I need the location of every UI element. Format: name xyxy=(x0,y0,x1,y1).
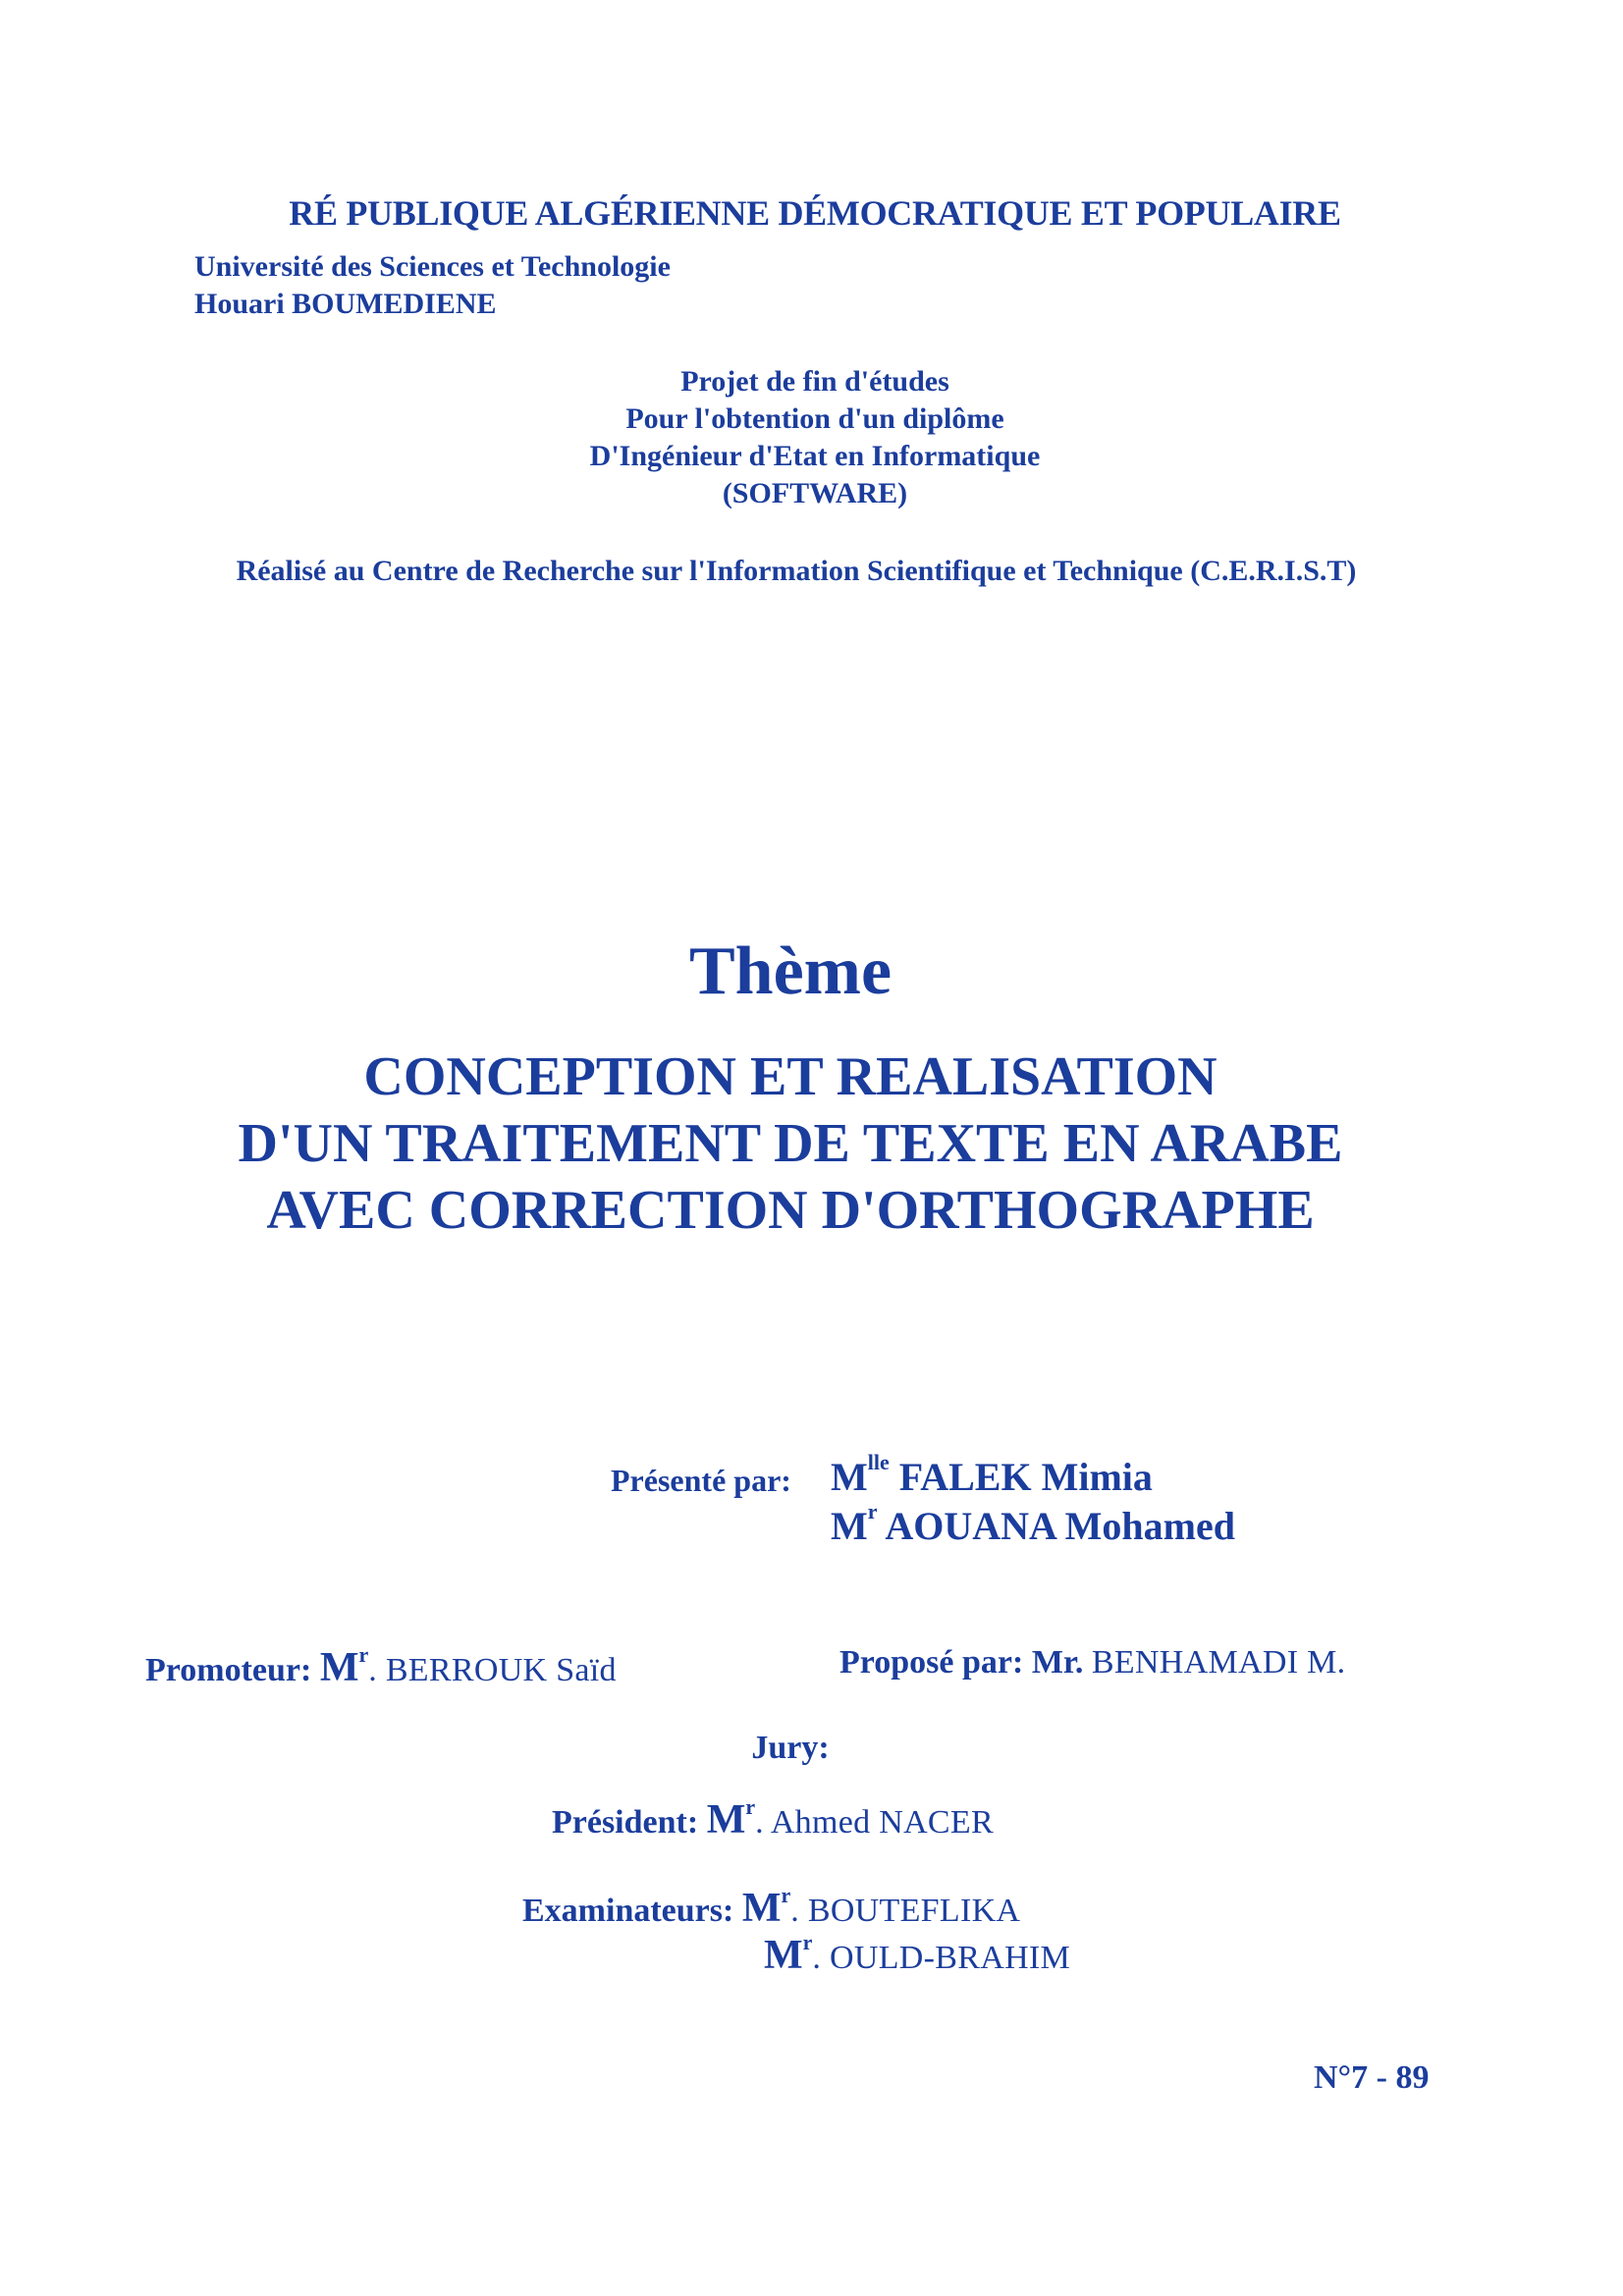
proposed-by-prefix: Mr. xyxy=(1031,1644,1084,1681)
examiner-prefix: $M^r$ xyxy=(741,1883,791,1931)
project-line: Projet de fin d'études xyxy=(680,365,949,398)
project-line: D'Ingénieur d'Etat en Informatique xyxy=(589,440,1041,472)
title-line: AVEC CORRECTION D'ORTHOGRAPHE xyxy=(266,1180,1315,1241)
jury-president xyxy=(552,1796,994,1843)
university-name-line2: Houari BOUMEDIENE xyxy=(194,288,497,320)
president-label: Président: xyxy=(552,1804,699,1841)
republic-heading: RÉ PUBLIQUE ALGÉRIENNE DÉMOCRATIQUE ET POPULAIRE xyxy=(289,193,1341,233)
promoteur-label: Promoteur: xyxy=(145,1652,312,1688)
promoteur-name: . BERROUK Saïd xyxy=(368,1652,617,1688)
realised-at: Réalisé au Centre de Recherche sur l'Information Scientifique et Technique (C.E.R.I.S.T) xyxy=(236,555,1357,587)
presented-by-label: Présenté par: xyxy=(611,1463,791,1498)
student-prefix: M xyxy=(831,1455,868,1499)
project-line: Pour l'obtention d'un diplôme xyxy=(625,402,1004,435)
president-prefix: $M^r$ xyxy=(706,1794,756,1842)
jury-examiner xyxy=(764,1932,1070,1979)
student-name-text: FALEK Mimia xyxy=(898,1455,1153,1499)
president-name: . Ahmed NACER xyxy=(755,1804,994,1841)
examiner-name: . OULD-BRAHIM xyxy=(812,1940,1071,1976)
title-line: CONCEPTION ET REALISATION xyxy=(363,1046,1217,1107)
examiner-prefix: $M^r$ xyxy=(764,1930,813,1978)
jury-label: Jury: xyxy=(751,1730,830,1766)
student-title-sup: lle xyxy=(867,1450,890,1474)
theme-label: Thème xyxy=(688,934,893,1009)
student-name xyxy=(831,1450,1153,1500)
student-name xyxy=(831,1499,1235,1549)
student-name-text: AOUANA Mohamed xyxy=(885,1504,1235,1548)
examiners-label: Examinateurs: xyxy=(522,1893,734,1929)
university-name: Université des Sciences et Technologie xyxy=(194,250,671,283)
promoteur-prefix: $M^r$ xyxy=(319,1642,369,1690)
document-number: N°7 - 89 xyxy=(1314,2059,1430,2096)
proposed-by-name: BENHAMADI M. xyxy=(1091,1644,1346,1681)
title-line: D'UN TRAITEMENT DE TEXTE EN ARABE xyxy=(238,1113,1343,1174)
jury-examiner xyxy=(522,1885,1020,1932)
proposed-by-label: Proposé par: xyxy=(839,1644,1024,1681)
thesis-title xyxy=(0,1043,1581,1244)
student-prefix: M xyxy=(831,1504,868,1548)
student-title-sup: r xyxy=(867,1499,878,1523)
examiner-name: . BOUTEFLIKA xyxy=(790,1893,1021,1929)
project-line: (SOFTWARE) xyxy=(722,477,908,509)
promoteur xyxy=(145,1644,617,1691)
proposed-by xyxy=(839,1644,1345,1682)
project-description xyxy=(0,363,1623,512)
